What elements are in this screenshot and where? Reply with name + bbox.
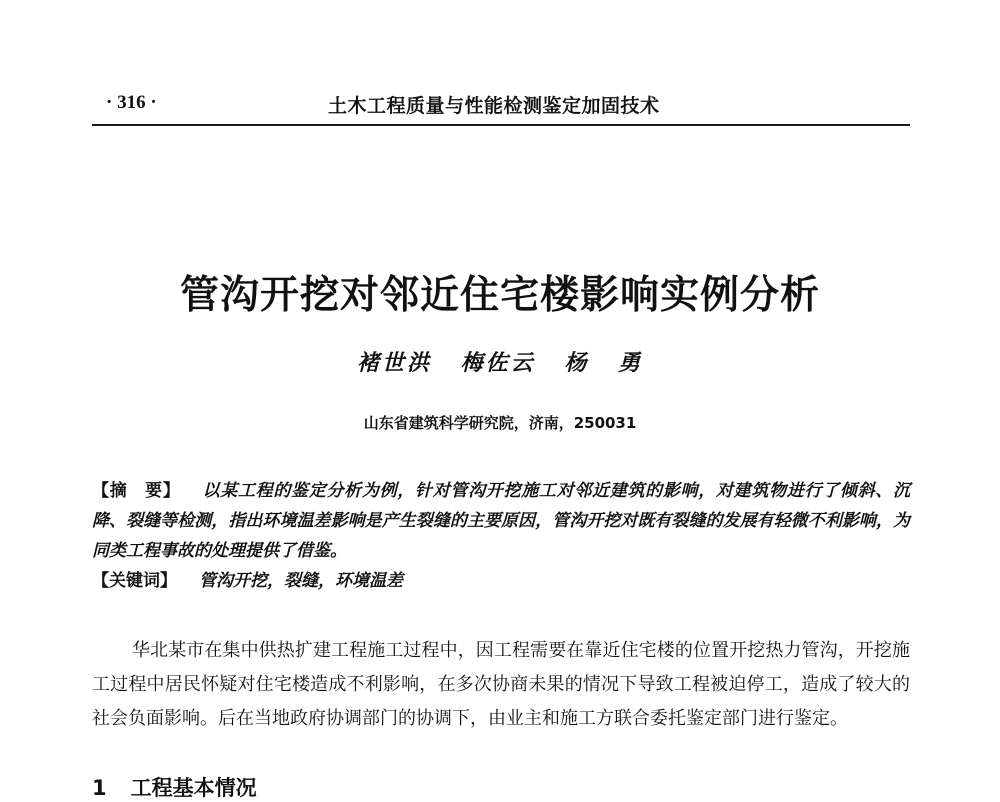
section-number: 1 [92,776,107,800]
running-header [92,88,910,126]
keywords-text: 管沟开挖，裂缝，环境温差 [199,571,403,591]
author-affiliation: 山东省建筑科学研究院，济南，250031 [363,414,637,432]
abstract-label: 【摘 要】 [92,481,181,501]
keywords-label: 【关键词】 [92,571,177,591]
abstract [92,476,910,566]
article-authors: 褚世洪 梅佐云 杨 勇 [357,350,643,376]
keywords [92,566,910,596]
body-paragraph: 华北某市在集中供热扩建工程施工过程中，因工程需要在靠近住宅楼的位置开挖热力管沟，开挖施工过程中居民怀疑对住宅楼造成不利影响，在多次协商未果的情况下导致工程被迫停工，造成了较大的社会负面影响。后在当地政府协调部门的协调下，由业主和施工方联合委托鉴定部门进行鉴定。 [92,640,910,729]
page-number: · 316 · [106,92,157,113]
section-title: 工程基本情况 [130,776,257,800]
journal-title: 土木工程质量与性能检测鉴定加固技术 [328,95,660,117]
abstract-text: 以某工程的鉴定分析为例，针对管沟开挖施工对邻近建筑的影响，对建筑物进行了倾斜、沉降、裂缝等检测，指出环境温差影响是产生裂缝的主要原因，管沟开挖对既有裂缝的发展有轻微不利影响，为同类工程事故的处理提供了借鉴。 [92,481,911,561]
article-title: 管沟开挖对邻近住宅楼影响实例分析 [179,273,820,318]
section-heading [92,772,257,802]
